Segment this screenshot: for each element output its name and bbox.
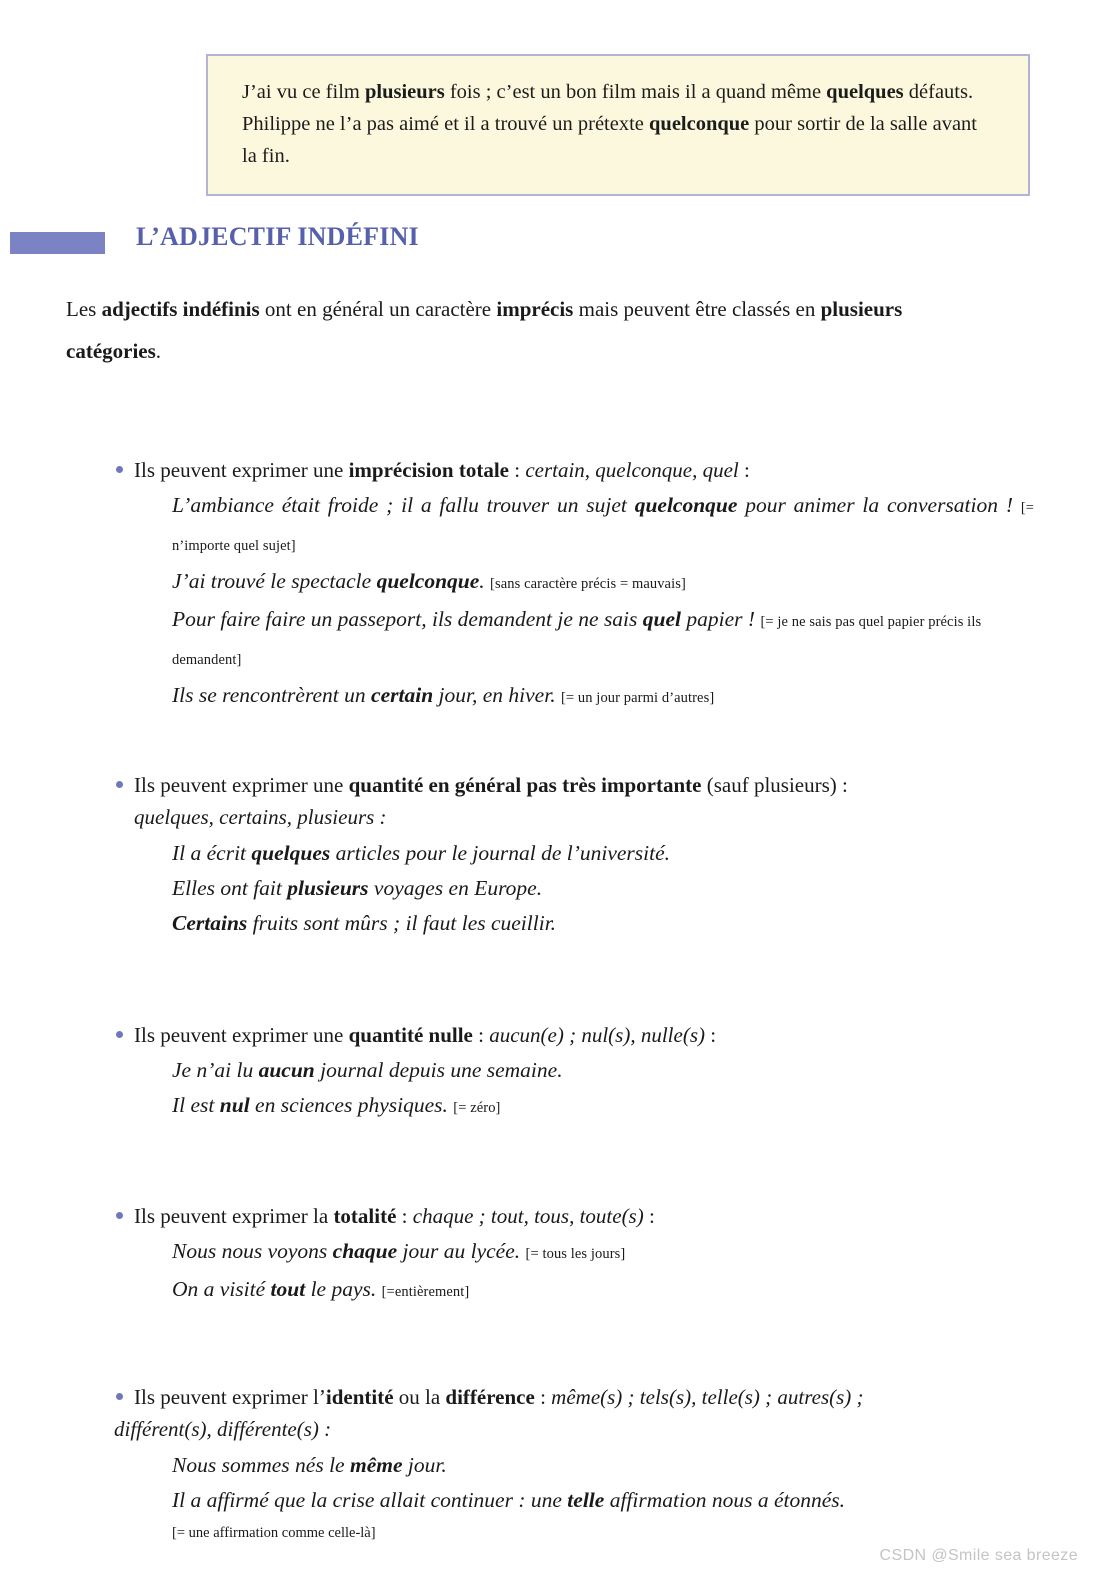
bullet-block-quantite-petite — [114, 770, 1034, 941]
example-post: journal depuis une semaine. — [314, 1058, 563, 1082]
example-pre: Elles ont fait — [172, 876, 288, 900]
example-item — [172, 488, 1034, 564]
bullet-dot-icon — [116, 781, 123, 788]
lead-end: : — [643, 1204, 655, 1228]
heading-accent-bar — [10, 232, 105, 254]
example-post: articles pour le journal de l’université. — [330, 841, 671, 865]
example-pre: Pour faire faire un passeport, ils demandent je ne sais — [172, 607, 643, 631]
example-item — [172, 1053, 1034, 1088]
example-list — [114, 836, 1034, 941]
example-keyword: Certains — [172, 911, 248, 935]
intro-seg-5: quelconque — [649, 113, 750, 135]
example-gloss: [sans caractère précis = mauvais] — [490, 576, 686, 592]
bullet-lead-line — [114, 1020, 1034, 1051]
example-item — [172, 1088, 1034, 1126]
example-pre: Nous sommes nés le — [172, 1453, 350, 1477]
example-post: pour animer la conversation ! — [737, 493, 1013, 517]
example-item — [172, 564, 1034, 602]
example-pre: On a visité — [172, 1277, 271, 1301]
example-keyword: telle — [567, 1488, 605, 1512]
example-post: jour, en hiver. — [433, 683, 556, 707]
intro-seg-0: J’ai vu ce film — [242, 81, 365, 103]
example-item — [172, 906, 1034, 941]
lead-keyword: quantité nulle — [348, 1023, 473, 1047]
example-keyword: quelconque — [376, 569, 480, 593]
bullet-block-imprecision — [114, 455, 1034, 716]
bullet-dot-icon — [116, 1393, 123, 1400]
example-gloss: [= un jour parmi d’autres] — [560, 690, 715, 706]
lead-forms: aucun(e) ; nul(s), nulle(s) — [489, 1023, 705, 1047]
bullet-block-totalite — [114, 1201, 1034, 1310]
example-post: affirmation nous a étonnés. — [604, 1488, 845, 1512]
example-keyword: nul — [219, 1093, 250, 1117]
example-gloss: [= je ne sais pas quel papier précis ils demandent] — [172, 614, 982, 668]
example-keyword: même — [349, 1453, 403, 1477]
example-pre: Il est — [172, 1093, 220, 1117]
lead-prefix: Ils peuvent exprimer une — [134, 458, 349, 482]
lead-forms: chaque ; tout, tous, toute(s) — [412, 1204, 644, 1228]
bullet-lead-line — [114, 455, 1034, 486]
example-item — [172, 1483, 1034, 1518]
intro-seg-1: plusieurs — [364, 81, 445, 103]
lead-forms: même(s) ; tels(s), telle(s) ; autres(s) ; — [551, 1385, 864, 1409]
bullet-lead-line — [114, 770, 1034, 801]
example-post: voyages en Europe. — [368, 876, 543, 900]
intro-seg-4: défauts. Philippe ne l’a pas aimé et il a trouvé un prétexte — [242, 81, 974, 135]
lead-sep: : — [472, 1023, 490, 1047]
lead-prefix: Ils peuvent exprimer une — [134, 1023, 349, 1047]
lead-sep: (sauf plusieurs) : — [701, 773, 848, 797]
example-item — [172, 602, 1034, 678]
lead-mid: ou la — [393, 1385, 446, 1409]
example-list — [114, 1448, 1034, 1548]
example-item — [172, 1448, 1034, 1483]
example-pre: L’ambiance était froide ; il a fallu trouver un sujet — [172, 493, 635, 517]
lead-keyword: totalité — [333, 1204, 397, 1228]
lead-keyword: identité — [325, 1385, 394, 1409]
lead-sep: : — [396, 1204, 413, 1228]
example-keyword: certain — [371, 683, 434, 707]
example-list — [114, 488, 1034, 716]
form-list: quelques, certains, plusieurs : — [134, 805, 387, 829]
example-item — [172, 1272, 1034, 1310]
example-post: fruits sont mûrs ; il faut les cueillir. — [247, 911, 557, 935]
bullet-lead-line — [114, 1382, 1034, 1413]
bullet-dot-icon — [116, 1212, 123, 1219]
lead-paragraph: Les adjectifs indéfinis ont en général un caractère imprécis mais peuvent être classés en plusieurs catégories. — [66, 297, 903, 363]
example-item — [172, 871, 1034, 906]
bullet-block-quantite-nulle — [114, 1020, 1034, 1126]
example-post: jour. — [402, 1453, 447, 1477]
lead-keyword: quantité en général pas très importante — [348, 773, 702, 797]
example-gloss: [= une affirmation comme celle-là] — [172, 1525, 376, 1541]
example-pre: Ils se rencontrèrent un — [172, 683, 372, 707]
example-keyword: aucun — [258, 1058, 315, 1082]
intro-seg-3: quelques — [826, 81, 904, 103]
example-pre: Nous nous voyons — [172, 1239, 333, 1263]
example-list — [114, 1053, 1034, 1126]
bullet-block-identite-difference — [114, 1382, 1034, 1548]
example-gloss: [= zéro] — [453, 1100, 501, 1116]
example-item — [172, 678, 1034, 716]
section-heading — [0, 222, 1000, 262]
intro-seg-6: pour sortir de la salle avant la fin. — [242, 113, 977, 167]
lead-bold-2: imprécis — [496, 297, 574, 321]
example-keyword: tout — [270, 1277, 306, 1301]
example-keyword: quelconque — [634, 493, 738, 517]
example-keyword: chaque — [332, 1239, 398, 1263]
form-list: différent(s), différente(s) : — [114, 1417, 332, 1441]
example-list — [114, 1234, 1034, 1310]
example-gloss: [= tous les jours] — [525, 1246, 626, 1262]
example-keyword: quel — [642, 607, 682, 631]
lead-bold-1: adjectifs indéfinis — [101, 297, 260, 321]
lead-forms: certain, quelconque, quel — [525, 458, 739, 482]
example-pre: Je n’ai lu — [172, 1058, 259, 1082]
bullet-dot-icon — [116, 466, 123, 473]
lead-sep: : — [508, 458, 526, 482]
example-post: papier ! — [681, 607, 756, 631]
example-keyword: plusieurs — [287, 876, 369, 900]
example-item — [172, 836, 1034, 871]
lead-keyword-2: différence — [445, 1385, 535, 1409]
lead-end: : — [704, 1023, 717, 1047]
lead-bold-3: plusieurs catégories — [66, 297, 903, 363]
example-pre: Il a écrit — [172, 841, 252, 865]
example-pre: J’ai trouvé le spectacle — [172, 569, 377, 593]
intro-seg-2: fois ; c’est un bon film mais il a quand même — [444, 81, 827, 103]
example-gloss: [= n’importe quel sujet] — [172, 500, 1035, 554]
example-pre: Il a affirmé que la crise allait continuer : une — [172, 1488, 568, 1512]
lead-keyword: imprécision totale — [348, 458, 509, 482]
intro-callout-text — [242, 76, 994, 172]
lead-prefix: Ils peuvent exprimer une — [134, 773, 349, 797]
bullet-dot-icon — [116, 1031, 123, 1038]
example-post: en sciences physiques. — [249, 1093, 448, 1117]
example-post: jour au lycée. — [397, 1239, 521, 1263]
lead-prefix: Ils peuvent exprimer l’ — [134, 1385, 326, 1409]
example-post: le pays. — [305, 1277, 377, 1301]
example-gloss: [=entièrement] — [381, 1284, 470, 1300]
page-title: L’ADJECTIF INDÉFINI — [136, 222, 419, 251]
example-keyword: quelques — [251, 841, 331, 865]
watermark: CSDN @Smile sea breeze — [879, 1547, 1078, 1564]
lead-sep: : — [534, 1385, 552, 1409]
lead-prefix: Ils peuvent exprimer la — [134, 1204, 334, 1228]
bullet-lead-line — [114, 1201, 1034, 1232]
intro-callout-box — [206, 54, 1030, 196]
lead-end: : — [738, 458, 750, 482]
example-post: . — [479, 569, 485, 593]
example-item — [172, 1234, 1034, 1272]
